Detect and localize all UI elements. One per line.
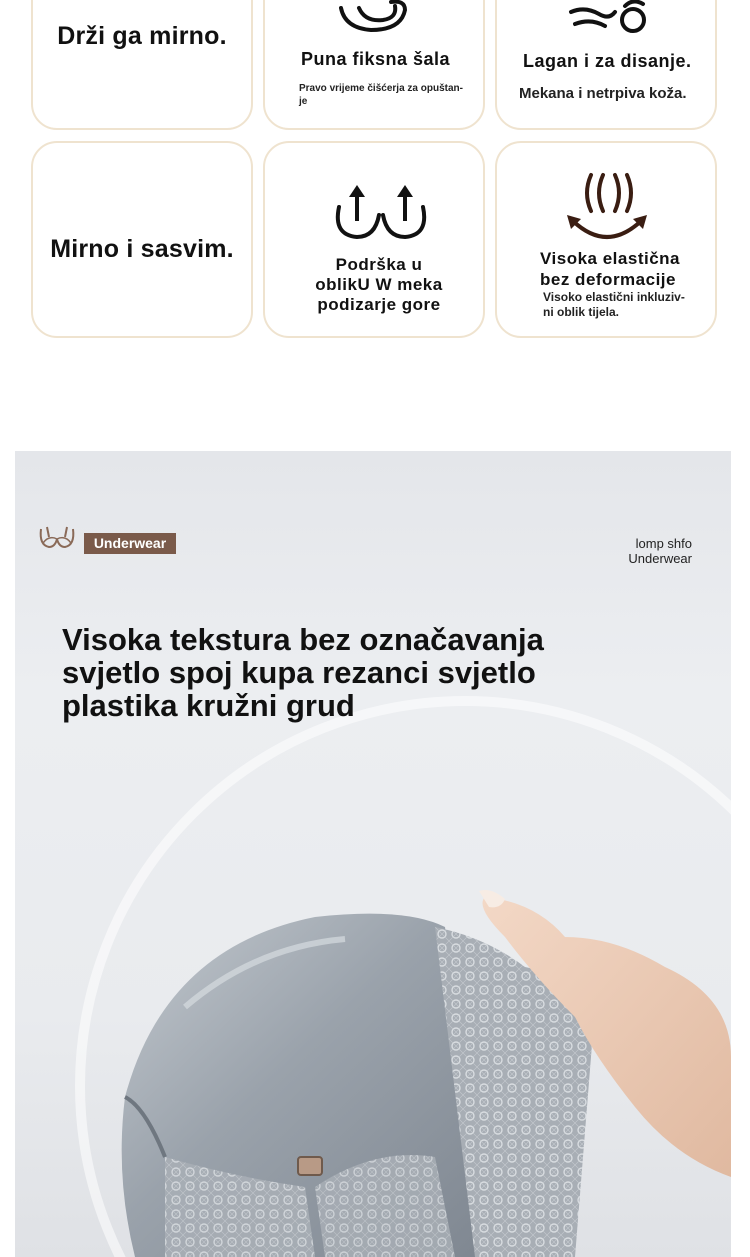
feature-title: Visoka elastična bez deformacije — [540, 249, 680, 289]
feature-card-hold-steady — [31, 0, 253, 130]
feature-card-light-breathable — [495, 0, 717, 130]
brand-chip: Underwear — [84, 533, 176, 554]
banner-headline — [62, 623, 602, 722]
product-banner — [15, 451, 731, 1257]
feature-title: Podrška u oblikU W meka podizarje gore — [315, 255, 443, 314]
circle-swirl-icon — [331, 0, 421, 42]
corner-line-2: Underwear — [628, 551, 692, 566]
product-photo — [15, 857, 731, 1257]
feature-big-label: Drži ga mirno. — [57, 22, 227, 50]
feature-card-high-elastic — [495, 141, 717, 338]
wind-icon — [565, 0, 655, 38]
feature-subtitle: Mekana i netrpiva koža. — [519, 85, 687, 102]
w-support-arrows-icon — [329, 181, 433, 245]
corner-line-1: lomp shfo — [635, 536, 692, 551]
elastic-arrows-icon — [565, 171, 649, 247]
feature-title: Lagan i za disanje. — [523, 51, 692, 71]
feature-big-label: Mirno i sasvim. — [50, 235, 234, 263]
feature-subtitle: Visoko elastični inkluziv- ni oblik tijela. — [543, 290, 685, 319]
feature-card-steady-complete — [31, 141, 253, 338]
feature-card-w-support — [263, 141, 485, 338]
feature-card-fixed-shawl — [263, 0, 485, 130]
bra-outline-icon — [37, 523, 77, 553]
headline-line: svjetlo spoj kupa rezanci svjetlo — [62, 655, 536, 690]
feature-subtitle: Pravo vrijeme čišćerja za opuštan- je — [299, 83, 463, 107]
corner-brand-text — [628, 536, 692, 566]
feature-title: Puna fiksna šala — [301, 49, 451, 69]
headline-line: Visoka tekstura bez označavanja — [62, 622, 544, 657]
headline-line: plastika kružni grud — [62, 688, 355, 723]
